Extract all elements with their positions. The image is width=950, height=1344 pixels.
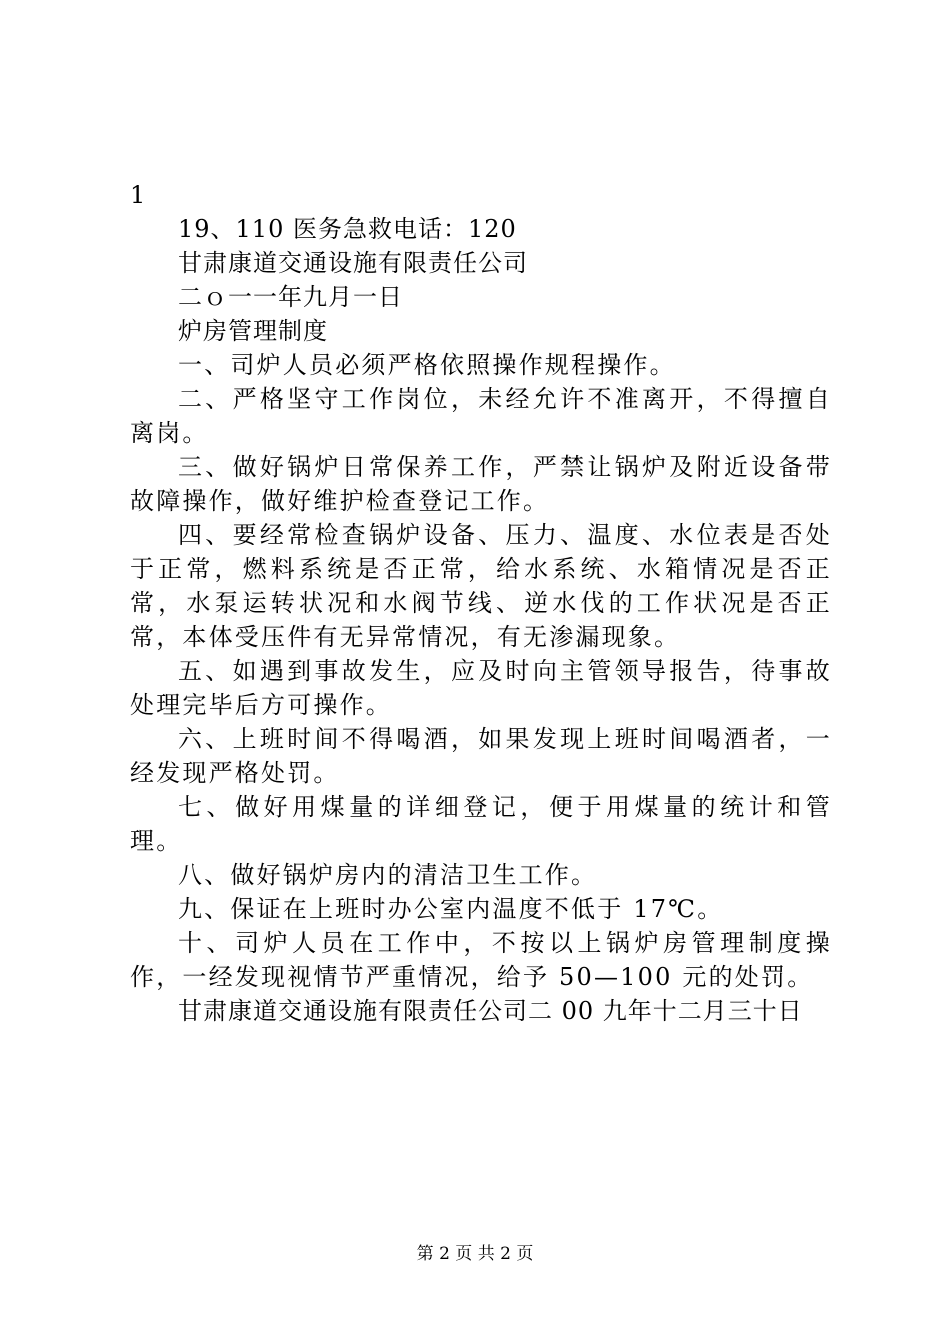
rule-item: 一、司炉人员必须严格依照操作规程操作。 [178, 351, 676, 379]
rule-item: 八、做好锅炉房内的清洁卫生工作。 [178, 861, 598, 889]
rule-item: 六、上班时间不得喝酒，如果发现上班时间喝酒者，一经发现严格处罚。 [130, 725, 832, 787]
rule-item: 三、做好锅炉日常保养工作，严禁让锅炉及附近设备带故障操作，做好维护检查登记工作。 [130, 453, 832, 515]
company-name: 甘肃康道交通设施有限责任公司 [178, 249, 528, 277]
rule-item: 七、做好用煤量的详细登记，便于用煤量的统计和管理。 [130, 793, 832, 855]
page-marker: 1 [130, 181, 146, 209]
document-title: 炉房管理制度 [178, 317, 328, 345]
document-body [130, 178, 832, 1028]
rule-item: 十、司炉人员在工作中，不按以上锅炉房管理制度操作，一经发现视情节严重情况，给予 50—100 元的处罚。 [130, 929, 832, 991]
page-footer: 第 2 页 共 2 页 [416, 1244, 534, 1264]
rule-item: 五、如遇到事故发生，应及时向主管领导报告，待事故处理完毕后方可操作。 [130, 657, 832, 719]
rule-item: 四、要经常检查锅炉设备、压力、温度、水位表是否处于正常，燃料系统是否正常，给水系统、水箱情况是否正常，水泵运转状况和水阀节线、逆水伐的工作状况是否正常，本体受压件有无异常情况，有无渗漏现象。 [130, 521, 832, 651]
closing-signature: 甘肃康道交通设施有限责任公司二 00 九年十二月三十日 [178, 997, 803, 1025]
emergency-phone-line: 19、110 医务急救电话：120 [178, 215, 517, 243]
date-line: 二ｏ一一年九月一日 [178, 283, 403, 311]
rule-item: 九、保证在上班时办公室内温度不低于 17℃。 [178, 895, 724, 923]
rule-item: 二、严格坚守工作岗位，未经允许不准离开，不得擅自离岗。 [130, 385, 832, 447]
